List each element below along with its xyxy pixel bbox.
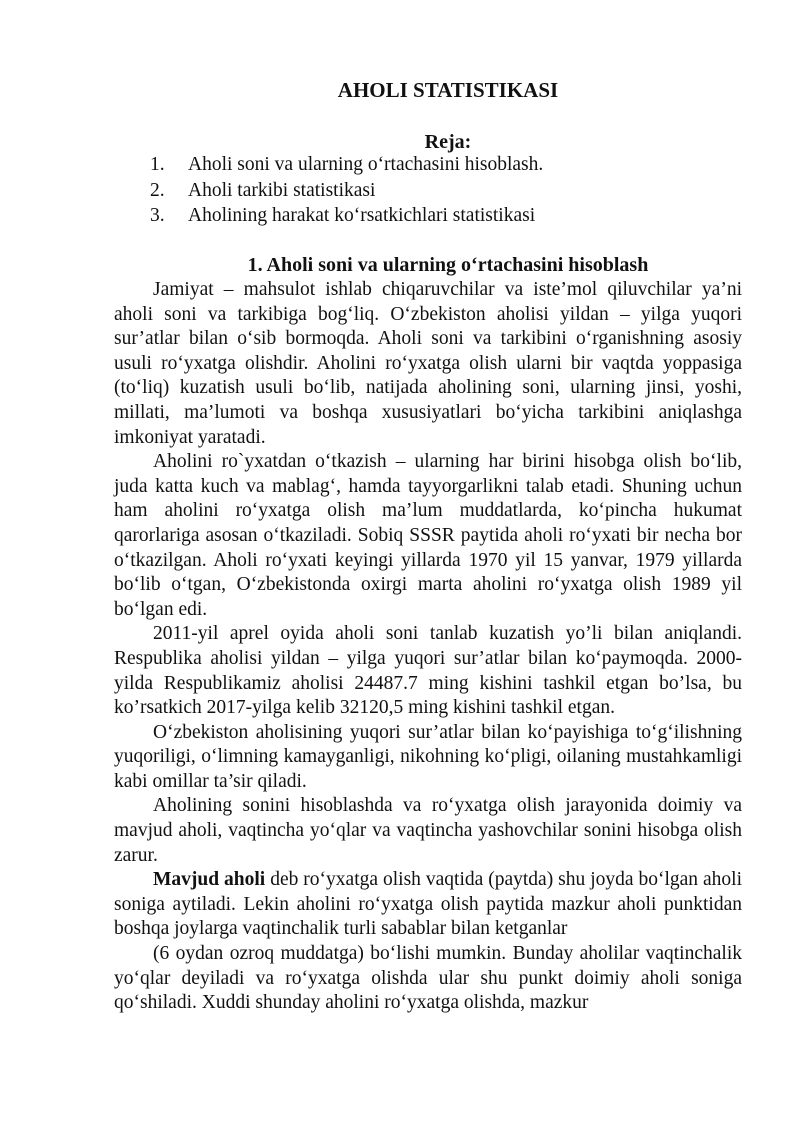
- paragraph: 2011-yil aprel oyida aholi soni tanlab kuzatish yo’li bilan aniqlandi. Respublika aholisi yildan – yilga yuqori sur’atlar bilan ko‘paymoqda. 2000-yilda Respublikamiz aholisi 24487.7 ming kishini tashkil etgan bo’lsa, bu ko’rsatkich 2017-yilga kelib 32120,5 ming kishini tashkil etgan.: [114, 623, 742, 719]
- paragraph-text: deb ro‘yxatga olish vaqtida (paytda) shu joyda bo‘lgan aholi soniga aytiladi. Lekin aholini ro‘yxatga olish paytida mazkur aholi punktidan boshqa joylarga vaqtinchalik turli sabablar bilan ketganlar: [114, 869, 742, 940]
- term-bold: Mavjud aholi: [153, 869, 266, 891]
- plan-item: [150, 153, 543, 179]
- paragraph: Jamiyat – mahsulot ishlab chiqaruvchilar va iste’mol qiluvchilar ya’ni aholi soni va tarkibiga bog‘liq. O‘zbekiston aholisi yildan – yilga yuqori sur’atlar bilan o‘sib bormoqda. Aholi soni va tarkibini o‘rganishning asosiy usuli ro‘yxatga olishdir. Aholini ro‘yxatga olish ularni bir vaqtda yoppasiga (to‘liq) kuzatish usuli bo‘lib, natijada aholining soni, ularning jinsi, yoshi, millati, ma’lumoti va boshqa xususiyatlari bo‘yicha tarkibini aniqlashga imkoniyat yaratadi.: [114, 279, 742, 448]
- document-title: AHOLI STATISTIKASI: [337, 78, 559, 102]
- plan-item: [150, 204, 543, 230]
- body-text: [114, 278, 742, 1016]
- paragraph: (6 oydan ozroq muddatga) bo‘lishi mumkin. Bunday aholilar vaqtinchalik yo‘qlar deyiladi va ro‘yxatga olishda ular shu punkt doimiy aholi soniga qo‘shiladi. Xuddi shunday aholini ro‘yxatga olishda, mazkur: [114, 943, 742, 1014]
- plan-item-number: 3.: [150, 205, 165, 226]
- paragraph-mavjud-aholi: [114, 868, 742, 942]
- plan-item-number: 1.: [150, 154, 165, 175]
- plan-heading: Reja:: [424, 131, 472, 153]
- plan-item-text: Aholi tarkibi statistikasi: [188, 179, 376, 201]
- plan-list: [150, 153, 543, 230]
- plan-item-text: Aholi soni va ularning o‘rtachasini hisoblash.: [188, 154, 544, 175]
- paragraph: O‘zbekiston aholisining yuqori sur’atlar bilan ko‘payishiga to‘g‘ilishning yuqoriligi, o‘limning kamayganligi, nikohning ko‘pligi, oilaning mustahkamligi kabi omillar ta’sir qiladi.: [114, 721, 742, 792]
- plan-item-number: 2.: [150, 179, 165, 201]
- section-heading: 1. Aholi soni va ularning o‘rtachasini hisoblash: [247, 254, 649, 276]
- plan-item: [150, 179, 543, 205]
- plan-item-text: Aholining harakat ko‘rsatkichlari statistikasi: [188, 205, 536, 226]
- paragraph: Aholini ro`yxatdan o‘tkazish – ularning har birini hisobga olish bo‘lib, juda katta kuch va mablag‘, hamda tayyorgarlikni talab etadi. Shuning uchun ham aholini ro‘yxatga olish ma’lum muddatlarda, ko‘pincha hukumat qarorlariga asosan o‘tkaziladi. Sobiq SSSR paytida aholi ro‘yxati bir necha bor o‘tkazilgan. Aholi ro‘yxati keyingi yillarda 1970 yil 15 yanvar, 1979 yillarda bo‘lib o‘tgan, O‘zbekistonda oxirgi marta aholini ro‘yxatga olish 1989 yil bo‘lgan edi.: [114, 451, 742, 620]
- paragraph: Aholining sonini hisoblashda va ro‘yxatga olish jarayonida doimiy va mavjud aholi, vaqtincha yo‘qlar va vaqtincha yashovchilar sonini hisobga olish zarur.: [114, 795, 742, 866]
